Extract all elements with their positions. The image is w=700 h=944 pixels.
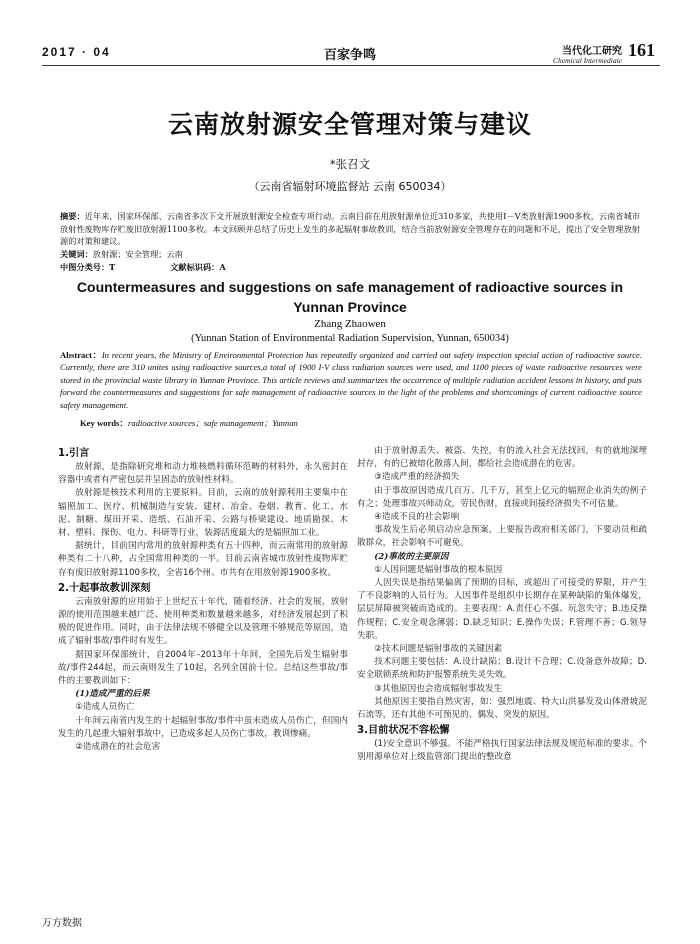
abstract-cn-text: 近年来，国家环保部、云南省多次下文开展放射源安全检查专项行动。云南目前在用放射源单位近310多家，共使用Ⅰ－Ⅴ类放射源1900多枚，云南省城市放射性废物库存贮废旧放射源1100多枚。本文回顾并总结了历史上发生的多起辐射事故教训，结合当前放射源安全管理存在的问题和不足，提出了安全管理放射源的对策和建议。 <box>60 211 640 246</box>
body-paragraph: 其他原因主要指自然灾害，如：强烈地震、特大山洪暴发及山体滑坡泥石流等，还有其他不可预见的、偶发、突发的原因。 <box>357 696 647 721</box>
body-paragraph: 技术问题主要包括：A.设计缺陷；B.设计不合理；C.设备意外故障；D.安全联锁系统和防护报警系统失灵失效。 <box>357 657 647 681</box>
body-paragraph: 十年间云南省内发生的十起辐射事故/事件中虽未造成人员伤亡，但国内发生的几起重大辐射事故中，已造成多起人员伤亡事故，教训惨痛。 <box>58 715 348 739</box>
paper-title-cn: 云南放射源安全管理对策与建议 <box>167 110 532 139</box>
abstract-cn <box>60 210 640 248</box>
body-paragraph: 由于放射源丢失、被盗、失控，有的流入社会无法找回，有的就地深埋封存，有的已被熔化散落人间，都给社会造成潜在的危害。 <box>357 446 647 470</box>
subsection-heading: (1)造成严重的后果 <box>75 689 150 700</box>
abstract-en <box>60 349 642 411</box>
magazine-title-cn: 当代化工研究 <box>562 46 622 57</box>
clc-label: 中图分类号： <box>60 262 110 272</box>
body-paragraph: (1)安全意识不够强。不能严格执行国家法律法规及规范标准的要求。个别用源单位对上级监管部门提出的整改意 <box>357 739 647 763</box>
subsection-heading: (2)事故的主要原因 <box>374 551 449 562</box>
abstract-en-text: In recent years, the Ministry of Environmental Protection has repeatedly organized and carried out safety inspection special action of radioactive source. Currently, there are 310 unites using radioactive sources,a total of 1900 I-V class radiation sources were used, and 1100 pieces of waste radioactive resources were stored in the provincial waste library in Yunnan Province. This article reviews and summarizes the occurrence of multiple radiation accident lessons in history, and puts forward the countermeasures and suggestions for safe management of radioactive sources in the light of the problems and shortcomings of current radioactive source safety management. <box>60 350 642 410</box>
doc-code-label: 文献标识码： <box>170 262 220 272</box>
footer-watermark: 万方数据 <box>42 918 82 929</box>
keywords-en <box>80 417 640 429</box>
issue-label: 2017 · 04 <box>42 45 111 59</box>
page-number: 161 <box>628 40 655 60</box>
body-paragraph: ③造成严重的经济损失 <box>374 472 460 483</box>
keywords-cn-text: 放射源；安全管理；云南 <box>92 249 183 259</box>
paper-title-en: Countermeasures and suggestions on safe management of radioactive sources in Yunnan Province <box>76 279 624 315</box>
body-paragraph: 放射源是核技术利用的主要原料。目前，云南的放射源利用主要集中在辐照加工、医疗、机械制造与安装、建材、冶金、卷烟、教育、化工、水泥、制糖、煤田开采、造纸、石油开采、公路与桥梁建设、地质勘探、木材、塑料、探伤、电力、科研等行业，装源活度最大的是辐照加工业。 <box>58 488 348 539</box>
body-paragraph: 云南放射源的应用始于上世纪五十年代，随着经济、社会的发展，放射源的使用范围越来越广泛、使用种类和数量越来越多，对经济发展起到了积极的促进作用。同时，由于法律法规不够健全以及管理不够规范等原因，造成了辐射事故/事件时有发生。 <box>58 596 348 647</box>
section-heading: 3.目前状况不容松懈 <box>357 725 450 737</box>
abstract-cn-label: 摘要： <box>60 211 85 221</box>
body-paragraph: 放射源，是指除研究堆和动力堆核燃料循环范畴的材料外，永久密封在容器中或者有严密包层并呈固态的放射性材料。 <box>58 462 348 486</box>
keywords-en-text: radioactive sources；safe management；Yunnan <box>128 418 298 428</box>
section-heading: 1.引言 <box>58 448 90 459</box>
body-paragraph: ②技术问题是辐射事故的关键因素 <box>374 644 503 655</box>
body-column-right <box>357 445 647 765</box>
keywords-cn-label: 关键词： <box>60 249 93 259</box>
body-paragraph: ④造成不良的社会影响 <box>374 512 460 523</box>
body-paragraph: ③其他原因也会造成辐射事故发生 <box>374 683 503 694</box>
affiliation-cn: （云南省辐射环境监督站 云南 650034） <box>248 180 452 193</box>
author-en: Zhang Zhaowen <box>314 318 386 330</box>
keywords-en-label: Key words <box>80 418 120 428</box>
body-paragraph: 据国家环保部统计，自2004年–2013年十年间，全国先后发生辐射事故/事件244起，而云南则发生了10起，名列全国前十位。总结这些事故/事件的主要教训如下： <box>58 649 348 687</box>
section-heading: 2.十起事故教训深刻 <box>58 582 151 594</box>
body-paragraph: ②造成潜在的社会危害 <box>75 742 161 753</box>
clc-value: T <box>109 262 116 272</box>
classification <box>60 261 640 274</box>
header-rule <box>42 65 660 66</box>
author-cn: *张召文 <box>329 157 371 171</box>
abstract-en-sep: ： <box>91 350 102 360</box>
body-paragraph: 据统计，目前国内常用的放射源种类有五十四种，而云南常用的放射源种类有二十八种，占全国常用种类的一半。目前云南省城市放射性废物库贮存有废旧放射源1100多枚，全省16个州、市共有在用放射源1900多枚。 <box>58 541 348 578</box>
abstract-en-label: Abstract <box>60 350 92 360</box>
body-paragraph: 人因失误是指结果偏离了预期的目标，或超出了可接受的界限，并产生了不良影响的人员行为。人因事件是组织中长期存在某种缺陷的集体爆发，层层屏障被突破而造成的。主要表现：A.责任心不强、玩忽失守；B.违反操作规程；C.安全观念薄弱；D.缺乏知识；E.操作失误；F.管理不善；G.领导失职。 <box>357 578 647 641</box>
keywords-cn <box>60 248 640 261</box>
keywords-en-sep: ： <box>119 418 128 428</box>
magazine-title-en: Chemical Intermediate <box>553 56 622 65</box>
body-paragraph: 由于事故原因造成几百万、几千万，甚至上亿元的辐照企业消失的例子有之；处理事故兴师动众，劳民伤财，直接或间接经济损失不可估量。 <box>357 485 647 509</box>
affiliation-en: (Yunnan Station of Environmental Radiation Supervision, Yunnan, 650034) <box>191 333 509 344</box>
body-paragraph: ①人因问题是辐射事故的根本原因 <box>374 564 503 575</box>
body-paragraph: ①造成人员伤亡 <box>75 702 135 713</box>
doc-code-value: A <box>219 262 226 272</box>
body-column-left <box>58 445 348 754</box>
section-label: 百家争鸣 <box>323 47 376 62</box>
body-paragraph: 事故发生后必须启动应急预案，上要报告政府相关部门，下要动员和疏散群众，社会影响不可避免。 <box>357 525 647 549</box>
